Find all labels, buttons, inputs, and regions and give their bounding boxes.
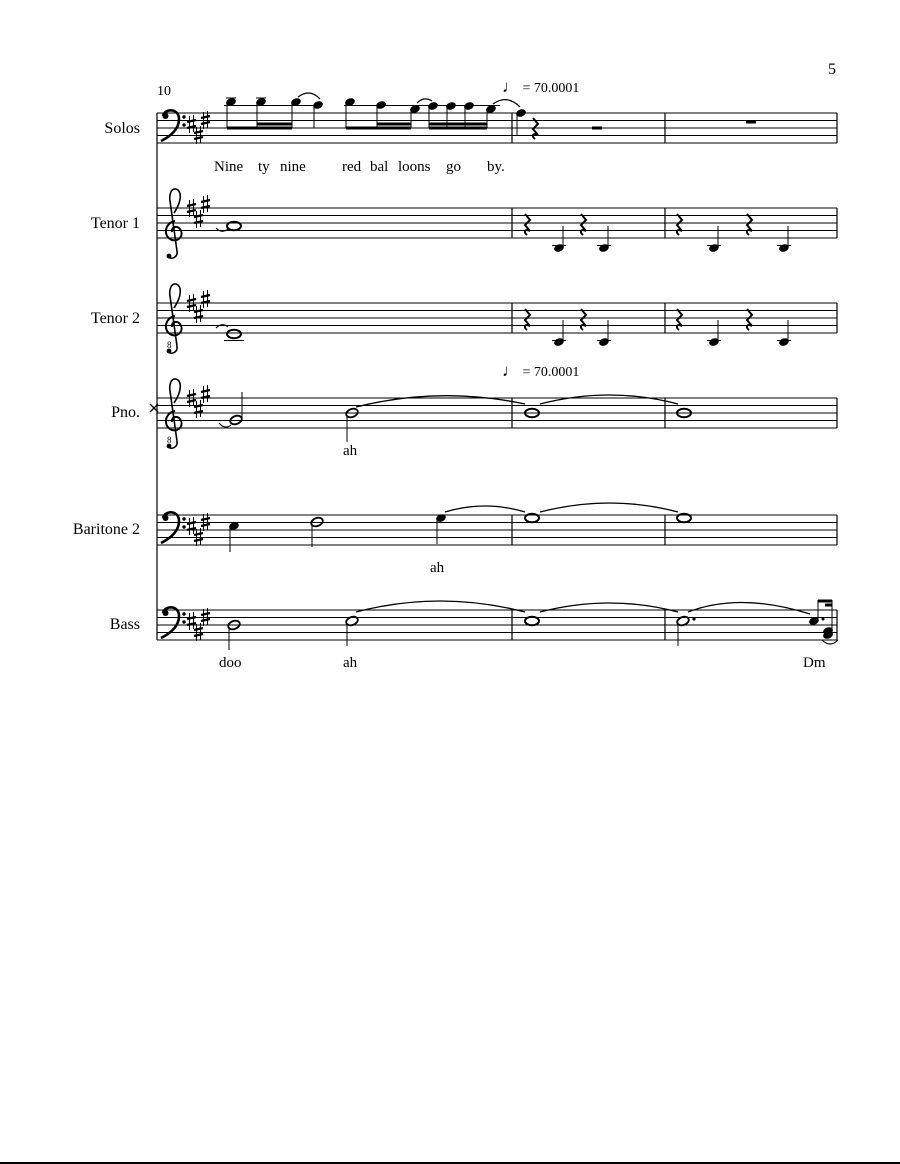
lyric-bass-ah: ah [343, 655, 358, 671]
quarter-note-icon: ♩ [502, 361, 519, 380]
tempo-text: = 70.0001 [522, 365, 580, 380]
staff-name-tenor2: Tenor 2 [90, 310, 140, 327]
bass-clef-icon [161, 512, 186, 543]
solos-notes [224, 93, 756, 139]
page-number: 5 [828, 61, 836, 78]
lyric-solos-6: loons [398, 159, 431, 175]
staff-name-bass: Bass [109, 616, 140, 633]
octave-8-icon: 8 [167, 435, 172, 445]
tempo-text: = 70.0001 [522, 81, 580, 96]
bass-clef-icon [161, 110, 186, 141]
lyric-solos-8: by. [487, 159, 505, 175]
staff-name-tenor1: Tenor 1 [90, 215, 140, 232]
bass-clef-icon [161, 607, 186, 638]
piano-notes [219, 392, 691, 442]
tenor1-notes [216, 214, 791, 253]
measure-number: 10 [157, 84, 171, 99]
chord-symbol: Dm [803, 655, 826, 671]
octave-8-icon: 8 [167, 340, 172, 350]
lyric-solos-4: red [342, 159, 362, 175]
lyric-solos-2: ty [258, 159, 270, 175]
lyric-piano-ah: ah [343, 443, 358, 459]
key-signature [187, 111, 210, 641]
treble-clef-icon [166, 189, 182, 258]
lyric-solos-1: Nine [214, 159, 244, 175]
lyric-baritone-ah: ah [430, 560, 445, 576]
lyric-solos-5: bal [370, 159, 389, 175]
barlines [157, 113, 837, 640]
staff-name-solos: Solos [104, 120, 140, 137]
lyric-solos-3: nine [280, 159, 306, 175]
quarter-note-icon: ♩ [502, 77, 519, 96]
tenor2-notes [216, 309, 791, 347]
lyric-solos-7: go [446, 159, 461, 175]
lyric-bass-doo: doo [219, 655, 242, 671]
staff-name-baritone2: Baritone 2 [72, 521, 140, 538]
staff-lines [157, 113, 837, 640]
staff-name-piano: Pno. [111, 404, 140, 421]
